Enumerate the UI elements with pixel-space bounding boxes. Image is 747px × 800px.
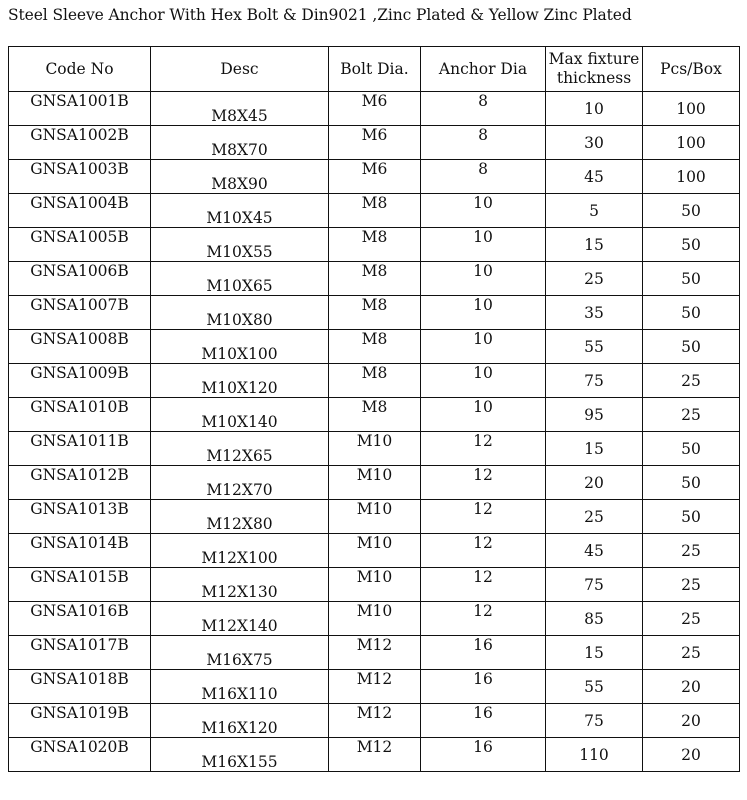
table-row — [9, 330, 740, 364]
cell-bolt-dia: M12 — [329, 670, 421, 704]
cell-desc: M12X65 — [151, 432, 329, 466]
header-code-no: Code No — [9, 47, 151, 92]
cell-max-fixture-thickness: 85 — [546, 602, 643, 636]
cell-desc: M8X70 — [151, 126, 329, 160]
cell-anchor-dia: 10 — [421, 262, 546, 296]
cell-desc: M12X140 — [151, 602, 329, 636]
table-row — [9, 534, 740, 568]
cell-max-fixture-thickness: 5 — [546, 194, 643, 228]
table-row — [9, 500, 740, 534]
cell-desc: M12X80 — [151, 500, 329, 534]
cell-anchor-dia: 12 — [421, 432, 546, 466]
cell-max-fixture-thickness: 95 — [546, 398, 643, 432]
table-row — [9, 466, 740, 500]
cell-desc: M10X100 — [151, 330, 329, 364]
cell-code-no: GNSA1008B — [9, 330, 151, 364]
cell-bolt-dia: M10 — [329, 432, 421, 466]
table-row — [9, 398, 740, 432]
cell-bolt-dia: M8 — [329, 228, 421, 262]
cell-code-no: GNSA1015B — [9, 568, 151, 602]
cell-max-fixture-thickness: 25 — [546, 500, 643, 534]
cell-desc: M16X75 — [151, 636, 329, 670]
cell-max-fixture-thickness: 75 — [546, 704, 643, 738]
table-row — [9, 296, 740, 330]
cell-bolt-dia: M10 — [329, 466, 421, 500]
cell-pcs-box: 25 — [643, 636, 740, 670]
table-row — [9, 704, 740, 738]
cell-max-fixture-thickness: 55 — [546, 330, 643, 364]
table-header-row — [9, 47, 740, 92]
cell-pcs-box: 100 — [643, 126, 740, 160]
cell-pcs-box: 50 — [643, 466, 740, 500]
cell-pcs-box: 50 — [643, 228, 740, 262]
cell-pcs-box: 50 — [643, 500, 740, 534]
cell-pcs-box: 25 — [643, 602, 740, 636]
table-row — [9, 194, 740, 228]
cell-anchor-dia: 8 — [421, 126, 546, 160]
table-row — [9, 602, 740, 636]
cell-desc: M12X130 — [151, 568, 329, 602]
cell-max-fixture-thickness: 55 — [546, 670, 643, 704]
cell-code-no: GNSA1020B — [9, 738, 151, 772]
cell-code-no: GNSA1002B — [9, 126, 151, 160]
cell-bolt-dia: M10 — [329, 534, 421, 568]
cell-pcs-box: 20 — [643, 704, 740, 738]
cell-max-fixture-thickness: 75 — [546, 568, 643, 602]
cell-desc: M8X45 — [151, 92, 329, 126]
cell-desc: M16X110 — [151, 670, 329, 704]
table-row — [9, 126, 740, 160]
cell-desc: M12X70 — [151, 466, 329, 500]
cell-anchor-dia: 12 — [421, 568, 546, 602]
table-row — [9, 670, 740, 704]
cell-anchor-dia: 10 — [421, 194, 546, 228]
cell-max-fixture-thickness: 45 — [546, 534, 643, 568]
header-desc: Desc — [151, 47, 329, 92]
cell-code-no: GNSA1013B — [9, 500, 151, 534]
cell-bolt-dia: M8 — [329, 296, 421, 330]
cell-anchor-dia: 12 — [421, 500, 546, 534]
table-row — [9, 228, 740, 262]
cell-pcs-box: 50 — [643, 262, 740, 296]
cell-bolt-dia: M10 — [329, 568, 421, 602]
cell-bolt-dia: M6 — [329, 160, 421, 194]
cell-max-fixture-thickness: 20 — [546, 466, 643, 500]
cell-code-no: GNSA1001B — [9, 92, 151, 126]
cell-code-no: GNSA1016B — [9, 602, 151, 636]
cell-anchor-dia: 10 — [421, 330, 546, 364]
cell-pcs-box: 25 — [643, 364, 740, 398]
cell-bolt-dia: M12 — [329, 704, 421, 738]
cell-max-fixture-thickness: 10 — [546, 92, 643, 126]
cell-anchor-dia: 16 — [421, 738, 546, 772]
header-anchor-dia: Anchor Dia — [421, 47, 546, 92]
cell-max-fixture-thickness: 110 — [546, 738, 643, 772]
table-row — [9, 738, 740, 772]
cell-anchor-dia: 8 — [421, 160, 546, 194]
table-row — [9, 92, 740, 126]
header-bolt-dia: Bolt Dia. — [329, 47, 421, 92]
cell-desc: M12X100 — [151, 534, 329, 568]
cell-desc: M16X120 — [151, 704, 329, 738]
cell-max-fixture-thickness: 75 — [546, 364, 643, 398]
cell-code-no: GNSA1006B — [9, 262, 151, 296]
cell-bolt-dia: M6 — [329, 92, 421, 126]
header-pcs-box: Pcs/Box — [643, 47, 740, 92]
cell-code-no: GNSA1004B — [9, 194, 151, 228]
cell-pcs-box: 100 — [643, 160, 740, 194]
cell-code-no: GNSA1003B — [9, 160, 151, 194]
table-row — [9, 568, 740, 602]
cell-bolt-dia: M10 — [329, 602, 421, 636]
cell-code-no: GNSA1018B — [9, 670, 151, 704]
cell-code-no: GNSA1010B — [9, 398, 151, 432]
cell-anchor-dia: 12 — [421, 466, 546, 500]
cell-bolt-dia: M8 — [329, 398, 421, 432]
cell-anchor-dia: 10 — [421, 398, 546, 432]
cell-bolt-dia: M8 — [329, 194, 421, 228]
cell-code-no: GNSA1017B — [9, 636, 151, 670]
cell-anchor-dia: 16 — [421, 704, 546, 738]
cell-bolt-dia: M12 — [329, 738, 421, 772]
cell-anchor-dia: 12 — [421, 534, 546, 568]
cell-code-no: GNSA1014B — [9, 534, 151, 568]
cell-anchor-dia: 10 — [421, 364, 546, 398]
cell-code-no: GNSA1005B — [9, 228, 151, 262]
cell-desc: M10X55 — [151, 228, 329, 262]
cell-pcs-box: 25 — [643, 398, 740, 432]
cell-desc: M10X120 — [151, 364, 329, 398]
page-title: Steel Sleeve Anchor With Hex Bolt & Din9021 ,Zinc Plated & Yellow Zinc Plated — [8, 6, 632, 24]
cell-pcs-box: 50 — [643, 296, 740, 330]
cell-pcs-box: 25 — [643, 568, 740, 602]
spec-table — [8, 46, 740, 772]
cell-desc: M8X90 — [151, 160, 329, 194]
cell-bolt-dia: M8 — [329, 262, 421, 296]
cell-max-fixture-thickness: 35 — [546, 296, 643, 330]
cell-bolt-dia: M12 — [329, 636, 421, 670]
cell-max-fixture-thickness: 15 — [546, 432, 643, 466]
cell-desc: M10X45 — [151, 194, 329, 228]
cell-bolt-dia: M10 — [329, 500, 421, 534]
table-row — [9, 636, 740, 670]
cell-anchor-dia: 12 — [421, 602, 546, 636]
cell-pcs-box: 50 — [643, 194, 740, 228]
cell-pcs-box: 100 — [643, 92, 740, 126]
cell-code-no: GNSA1012B — [9, 466, 151, 500]
cell-pcs-box: 20 — [643, 738, 740, 772]
cell-pcs-box: 50 — [643, 330, 740, 364]
cell-pcs-box: 50 — [643, 432, 740, 466]
cell-pcs-box: 25 — [643, 534, 740, 568]
cell-anchor-dia: 16 — [421, 670, 546, 704]
cell-desc: M10X65 — [151, 262, 329, 296]
header-max-fixture-thickness: Max fixture thickness — [546, 47, 643, 92]
cell-bolt-dia: M6 — [329, 126, 421, 160]
cell-anchor-dia: 8 — [421, 92, 546, 126]
cell-max-fixture-thickness: 30 — [546, 126, 643, 160]
cell-desc: M16X155 — [151, 738, 329, 772]
cell-code-no: GNSA1007B — [9, 296, 151, 330]
table-row — [9, 432, 740, 466]
cell-bolt-dia: M8 — [329, 364, 421, 398]
cell-anchor-dia: 16 — [421, 636, 546, 670]
cell-desc: M10X80 — [151, 296, 329, 330]
cell-code-no: GNSA1019B — [9, 704, 151, 738]
cell-anchor-dia: 10 — [421, 296, 546, 330]
table-row — [9, 364, 740, 398]
cell-desc: M10X140 — [151, 398, 329, 432]
cell-bolt-dia: M8 — [329, 330, 421, 364]
cell-max-fixture-thickness: 25 — [546, 262, 643, 296]
table-row — [9, 262, 740, 296]
cell-code-no: GNSA1011B — [9, 432, 151, 466]
cell-anchor-dia: 10 — [421, 228, 546, 262]
cell-pcs-box: 20 — [643, 670, 740, 704]
cell-code-no: GNSA1009B — [9, 364, 151, 398]
cell-max-fixture-thickness: 15 — [546, 636, 643, 670]
cell-max-fixture-thickness: 15 — [546, 228, 643, 262]
cell-max-fixture-thickness: 45 — [546, 160, 643, 194]
table-row — [9, 160, 740, 194]
